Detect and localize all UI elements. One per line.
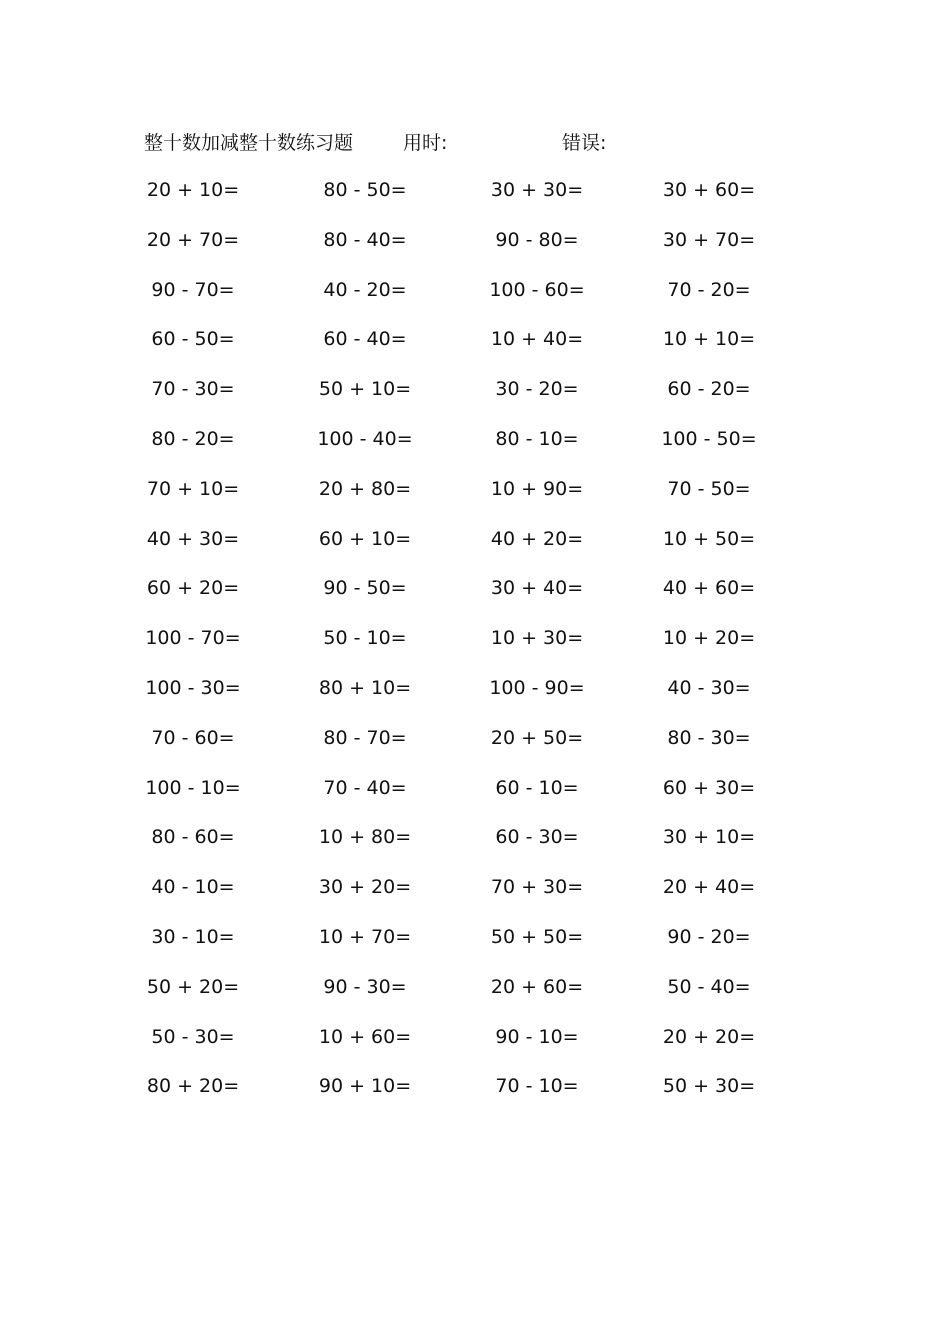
math-problem: 70 + 10= bbox=[146, 477, 240, 500]
problem-row bbox=[0, 671, 950, 721]
problem-row bbox=[0, 621, 950, 671]
math-problem: 10 + 50= bbox=[662, 527, 756, 550]
math-problem: 30 + 40= bbox=[490, 577, 584, 600]
math-problem: 30 - 20= bbox=[495, 378, 579, 401]
problem-row bbox=[0, 173, 950, 223]
math-problem: 60 - 20= bbox=[667, 378, 751, 401]
problem-grid bbox=[0, 173, 950, 1119]
problem-row bbox=[0, 223, 950, 273]
math-problem: 30 + 30= bbox=[490, 179, 584, 201]
math-problem: 50 - 10= bbox=[323, 627, 407, 650]
math-problem: 90 - 80= bbox=[495, 228, 579, 251]
math-problem: 50 - 30= bbox=[151, 1025, 235, 1048]
math-problem: 10 + 80= bbox=[318, 826, 412, 849]
problem-row bbox=[0, 372, 950, 422]
math-problem: 60 + 20= bbox=[146, 577, 240, 600]
math-problem: 100 - 40= bbox=[317, 427, 413, 450]
problem-row bbox=[0, 522, 950, 572]
math-problem: 80 - 10= bbox=[495, 427, 579, 450]
math-problem: 20 + 80= bbox=[318, 477, 412, 500]
math-problem: 10 + 60= bbox=[318, 1025, 412, 1048]
math-problem: 40 + 60= bbox=[662, 577, 756, 600]
math-problem: 50 + 30= bbox=[662, 1075, 756, 1098]
math-problem: 80 - 30= bbox=[667, 726, 751, 749]
math-problem: 30 + 70= bbox=[662, 228, 756, 251]
math-problem: 100 - 90= bbox=[489, 676, 585, 699]
math-problem: 70 - 60= bbox=[151, 726, 235, 749]
time-used-label: 用时: bbox=[403, 132, 448, 154]
problem-row bbox=[0, 422, 950, 472]
math-problem: 20 + 40= bbox=[662, 876, 756, 899]
math-problem: 60 + 30= bbox=[662, 776, 756, 799]
math-problem: 10 + 40= bbox=[490, 328, 584, 351]
math-problem: 10 + 90= bbox=[490, 477, 584, 500]
problem-row bbox=[0, 771, 950, 821]
math-problem: 80 + 10= bbox=[318, 676, 412, 699]
math-problem: 30 + 20= bbox=[318, 876, 412, 899]
math-problem: 70 - 50= bbox=[667, 477, 751, 500]
math-problem: 70 - 30= bbox=[151, 378, 235, 401]
math-problem: 100 - 50= bbox=[661, 427, 757, 450]
math-problem: 70 + 30= bbox=[490, 876, 584, 899]
problem-row bbox=[0, 1020, 950, 1070]
math-problem: 80 + 20= bbox=[146, 1075, 240, 1098]
problem-row bbox=[0, 870, 950, 920]
worksheet-header bbox=[0, 128, 950, 158]
math-problem: 80 - 60= bbox=[151, 826, 235, 849]
math-problem: 30 + 10= bbox=[662, 826, 756, 849]
worksheet-title: 整十数加减整十数练习题 bbox=[144, 132, 354, 154]
error-count-label: 错误: bbox=[562, 132, 607, 154]
math-problem: 10 + 70= bbox=[318, 925, 412, 948]
math-problem: 90 + 10= bbox=[318, 1075, 412, 1098]
math-problem: 40 - 20= bbox=[323, 278, 407, 301]
problem-row bbox=[0, 970, 950, 1020]
problem-row bbox=[0, 472, 950, 522]
math-problem: 20 + 10= bbox=[146, 179, 240, 201]
math-problem: 50 + 50= bbox=[490, 925, 584, 948]
math-problem: 90 - 50= bbox=[323, 577, 407, 600]
math-problem: 40 + 30= bbox=[146, 527, 240, 550]
math-problem: 100 - 70= bbox=[145, 627, 241, 650]
math-problem: 10 + 30= bbox=[490, 627, 584, 650]
math-problem: 60 - 30= bbox=[495, 826, 579, 849]
math-problem: 90 - 30= bbox=[323, 975, 407, 998]
math-problem: 30 + 60= bbox=[662, 179, 756, 201]
math-problem: 20 + 20= bbox=[662, 1025, 756, 1048]
math-problem: 90 - 70= bbox=[151, 278, 235, 301]
math-problem: 40 - 30= bbox=[667, 676, 751, 699]
math-problem: 100 - 60= bbox=[489, 278, 585, 301]
problem-row bbox=[0, 920, 950, 970]
math-problem: 10 + 10= bbox=[662, 328, 756, 351]
math-problem: 80 - 50= bbox=[323, 179, 407, 201]
math-problem: 80 - 70= bbox=[323, 726, 407, 749]
math-problem: 40 + 20= bbox=[490, 527, 584, 550]
math-problem: 60 - 40= bbox=[323, 328, 407, 351]
math-problem: 80 - 20= bbox=[151, 427, 235, 450]
problem-row bbox=[0, 721, 950, 771]
problem-row bbox=[0, 820, 950, 870]
math-problem: 20 + 70= bbox=[146, 228, 240, 251]
problem-row bbox=[0, 322, 950, 372]
math-problem: 20 + 50= bbox=[490, 726, 584, 749]
math-problem: 90 - 20= bbox=[667, 925, 751, 948]
math-problem: 60 - 10= bbox=[495, 776, 579, 799]
math-problem: 50 - 40= bbox=[667, 975, 751, 998]
math-problem: 100 - 30= bbox=[145, 676, 241, 699]
math-problem: 30 - 10= bbox=[151, 925, 235, 948]
math-problem: 60 - 50= bbox=[151, 328, 235, 351]
math-problem: 80 - 40= bbox=[323, 228, 407, 251]
problem-row bbox=[0, 273, 950, 323]
math-problem: 70 - 20= bbox=[667, 278, 751, 301]
math-problem: 50 + 10= bbox=[318, 378, 412, 401]
math-problem: 40 - 10= bbox=[151, 876, 235, 899]
math-problem: 70 - 10= bbox=[495, 1075, 579, 1098]
math-problem: 50 + 20= bbox=[146, 975, 240, 998]
problem-row bbox=[0, 1069, 950, 1119]
math-problem: 100 - 10= bbox=[145, 776, 241, 799]
math-problem: 90 - 10= bbox=[495, 1025, 579, 1048]
problem-row bbox=[0, 571, 950, 621]
math-problem: 20 + 60= bbox=[490, 975, 584, 998]
math-problem: 10 + 20= bbox=[662, 627, 756, 650]
math-problem: 60 + 10= bbox=[318, 527, 412, 550]
math-problem: 70 - 40= bbox=[323, 776, 407, 799]
